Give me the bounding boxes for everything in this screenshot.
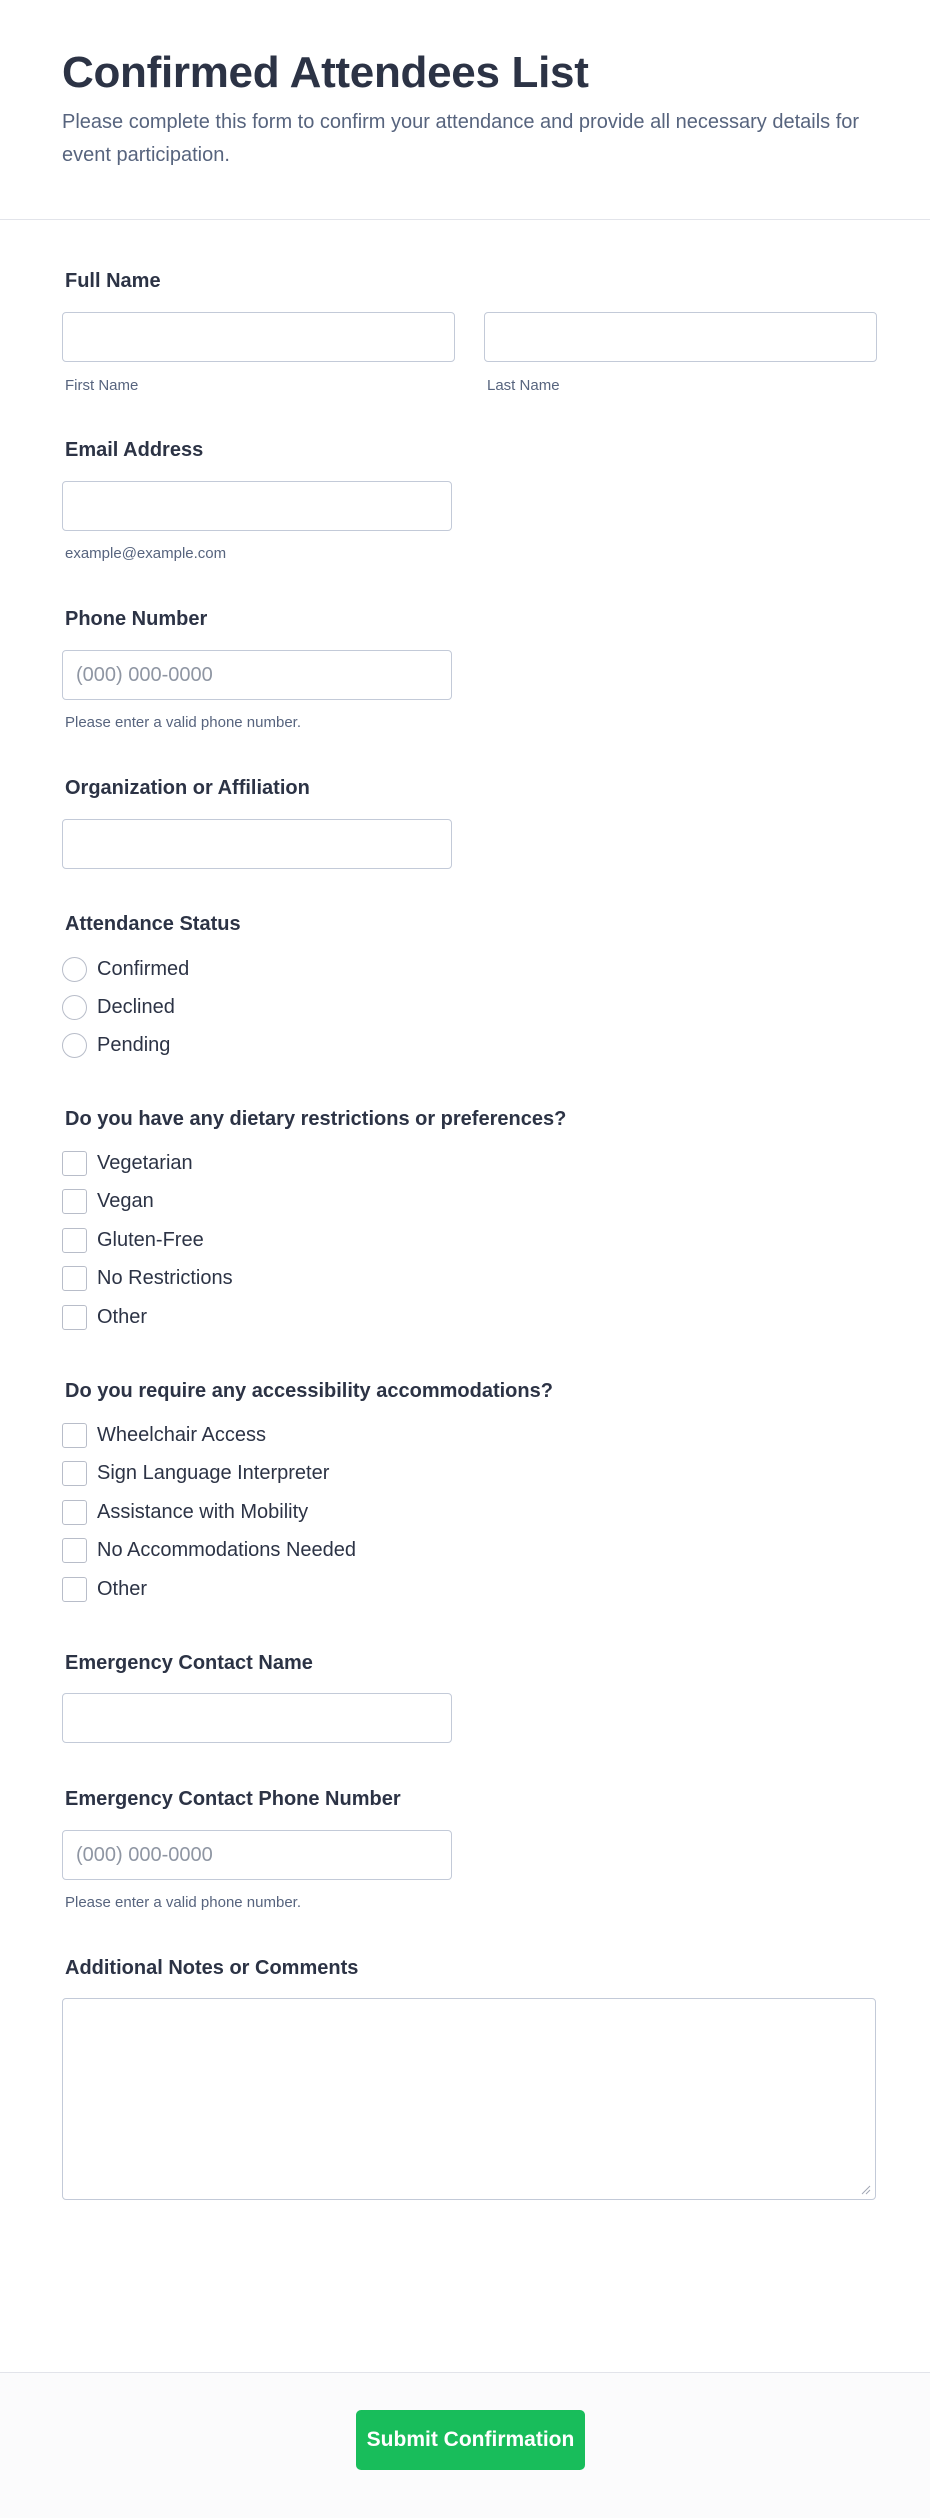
- last-name-input[interactable]: [484, 312, 877, 362]
- first-name-input[interactable]: [62, 312, 455, 362]
- email-input[interactable]: [62, 481, 452, 531]
- attendance-option-declined[interactable]: [62, 994, 175, 1020]
- accessibility-option-none-needed[interactable]: [62, 1537, 356, 1563]
- organization-input[interactable]: [62, 819, 452, 869]
- attendance-option-pending[interactable]: [62, 1032, 170, 1058]
- option-label: Confirmed: [97, 957, 190, 980]
- radio-button[interactable]: [62, 957, 87, 982]
- first-name-sublabel: First Name: [65, 377, 139, 394]
- option-label: Assistance with Mobility: [97, 1500, 309, 1523]
- dietary-option-gluten-free[interactable]: [62, 1227, 204, 1253]
- accessibility-option-mobility[interactable]: [62, 1499, 308, 1525]
- checkbox[interactable]: [62, 1228, 87, 1253]
- option-label: Wheelchair Access: [97, 1423, 266, 1446]
- dietary-label: Do you have any dietary restrictions or preferences?: [65, 1108, 567, 1130]
- checkbox[interactable]: [62, 1423, 87, 1448]
- last-name-sublabel: Last Name: [487, 377, 560, 394]
- accessibility-option-other[interactable]: [62, 1576, 147, 1602]
- checkbox[interactable]: [62, 1538, 87, 1563]
- email-label: Email Address: [65, 439, 204, 461]
- resize-handle-icon[interactable]: [859, 2183, 871, 2195]
- dietary-option-other[interactable]: [62, 1304, 147, 1330]
- submit-button[interactable]: Submit Confirmation: [356, 2410, 585, 2470]
- checkbox[interactable]: [62, 1305, 87, 1330]
- accessibility-option-wheelchair[interactable]: [62, 1422, 266, 1448]
- emergency-phone-input[interactable]: [62, 1830, 452, 1880]
- checkbox[interactable]: [62, 1189, 87, 1214]
- phone-label: Phone Number: [65, 608, 208, 630]
- radio-button[interactable]: [62, 995, 87, 1020]
- form-description: Please complete this form to confirm your attendance and provide all necessary details for event participation.: [62, 111, 860, 166]
- option-label: Other: [97, 1577, 148, 1600]
- option-label: Gluten-Free: [97, 1228, 204, 1251]
- checkbox[interactable]: [62, 1577, 87, 1602]
- emergency-phone-sublabel: Please enter a valid phone number.: [65, 1894, 301, 1911]
- option-label: Vegetarian: [97, 1151, 193, 1174]
- emergency-name-input[interactable]: [62, 1693, 452, 1743]
- phone-input[interactable]: [62, 650, 452, 700]
- dietary-option-no-restrictions[interactable]: [62, 1265, 233, 1291]
- option-label: Pending: [97, 1033, 171, 1056]
- dietary-option-vegetarian[interactable]: [62, 1150, 193, 1176]
- option-label: Vegan: [97, 1189, 154, 1212]
- emergency-phone-label: Emergency Contact Phone Number: [65, 1788, 401, 1810]
- attendance-label: Attendance Status: [65, 913, 241, 935]
- phone-sublabel: Please enter a valid phone number.: [65, 714, 301, 731]
- emergency-name-label: Emergency Contact Name: [65, 1652, 313, 1674]
- accessibility-option-sign-language[interactable]: [62, 1460, 329, 1486]
- radio-button[interactable]: [62, 1033, 87, 1058]
- checkbox[interactable]: [62, 1266, 87, 1291]
- notes-textarea[interactable]: [62, 1998, 876, 2200]
- organization-label: Organization or Affiliation: [65, 777, 310, 799]
- attendance-option-confirmed[interactable]: [62, 956, 189, 982]
- form-title: Confirmed Attendees List: [62, 48, 589, 97]
- checkbox[interactable]: [62, 1461, 87, 1486]
- accessibility-label: Do you require any accessibility accommodations?: [65, 1380, 553, 1402]
- form-header: [0, 0, 930, 220]
- checkbox[interactable]: [62, 1151, 87, 1176]
- dietary-option-vegan[interactable]: [62, 1188, 154, 1214]
- option-label: Other: [97, 1305, 148, 1328]
- email-sublabel: example@example.com: [65, 545, 227, 562]
- full-name-label: Full Name: [65, 270, 161, 292]
- notes-label: Additional Notes or Comments: [65, 1957, 359, 1979]
- checkbox[interactable]: [62, 1500, 87, 1525]
- option-label: Sign Language Interpreter: [97, 1461, 330, 1484]
- option-label: No Restrictions: [97, 1266, 233, 1289]
- option-label: Declined: [97, 995, 175, 1018]
- option-label: No Accommodations Needed: [97, 1538, 357, 1561]
